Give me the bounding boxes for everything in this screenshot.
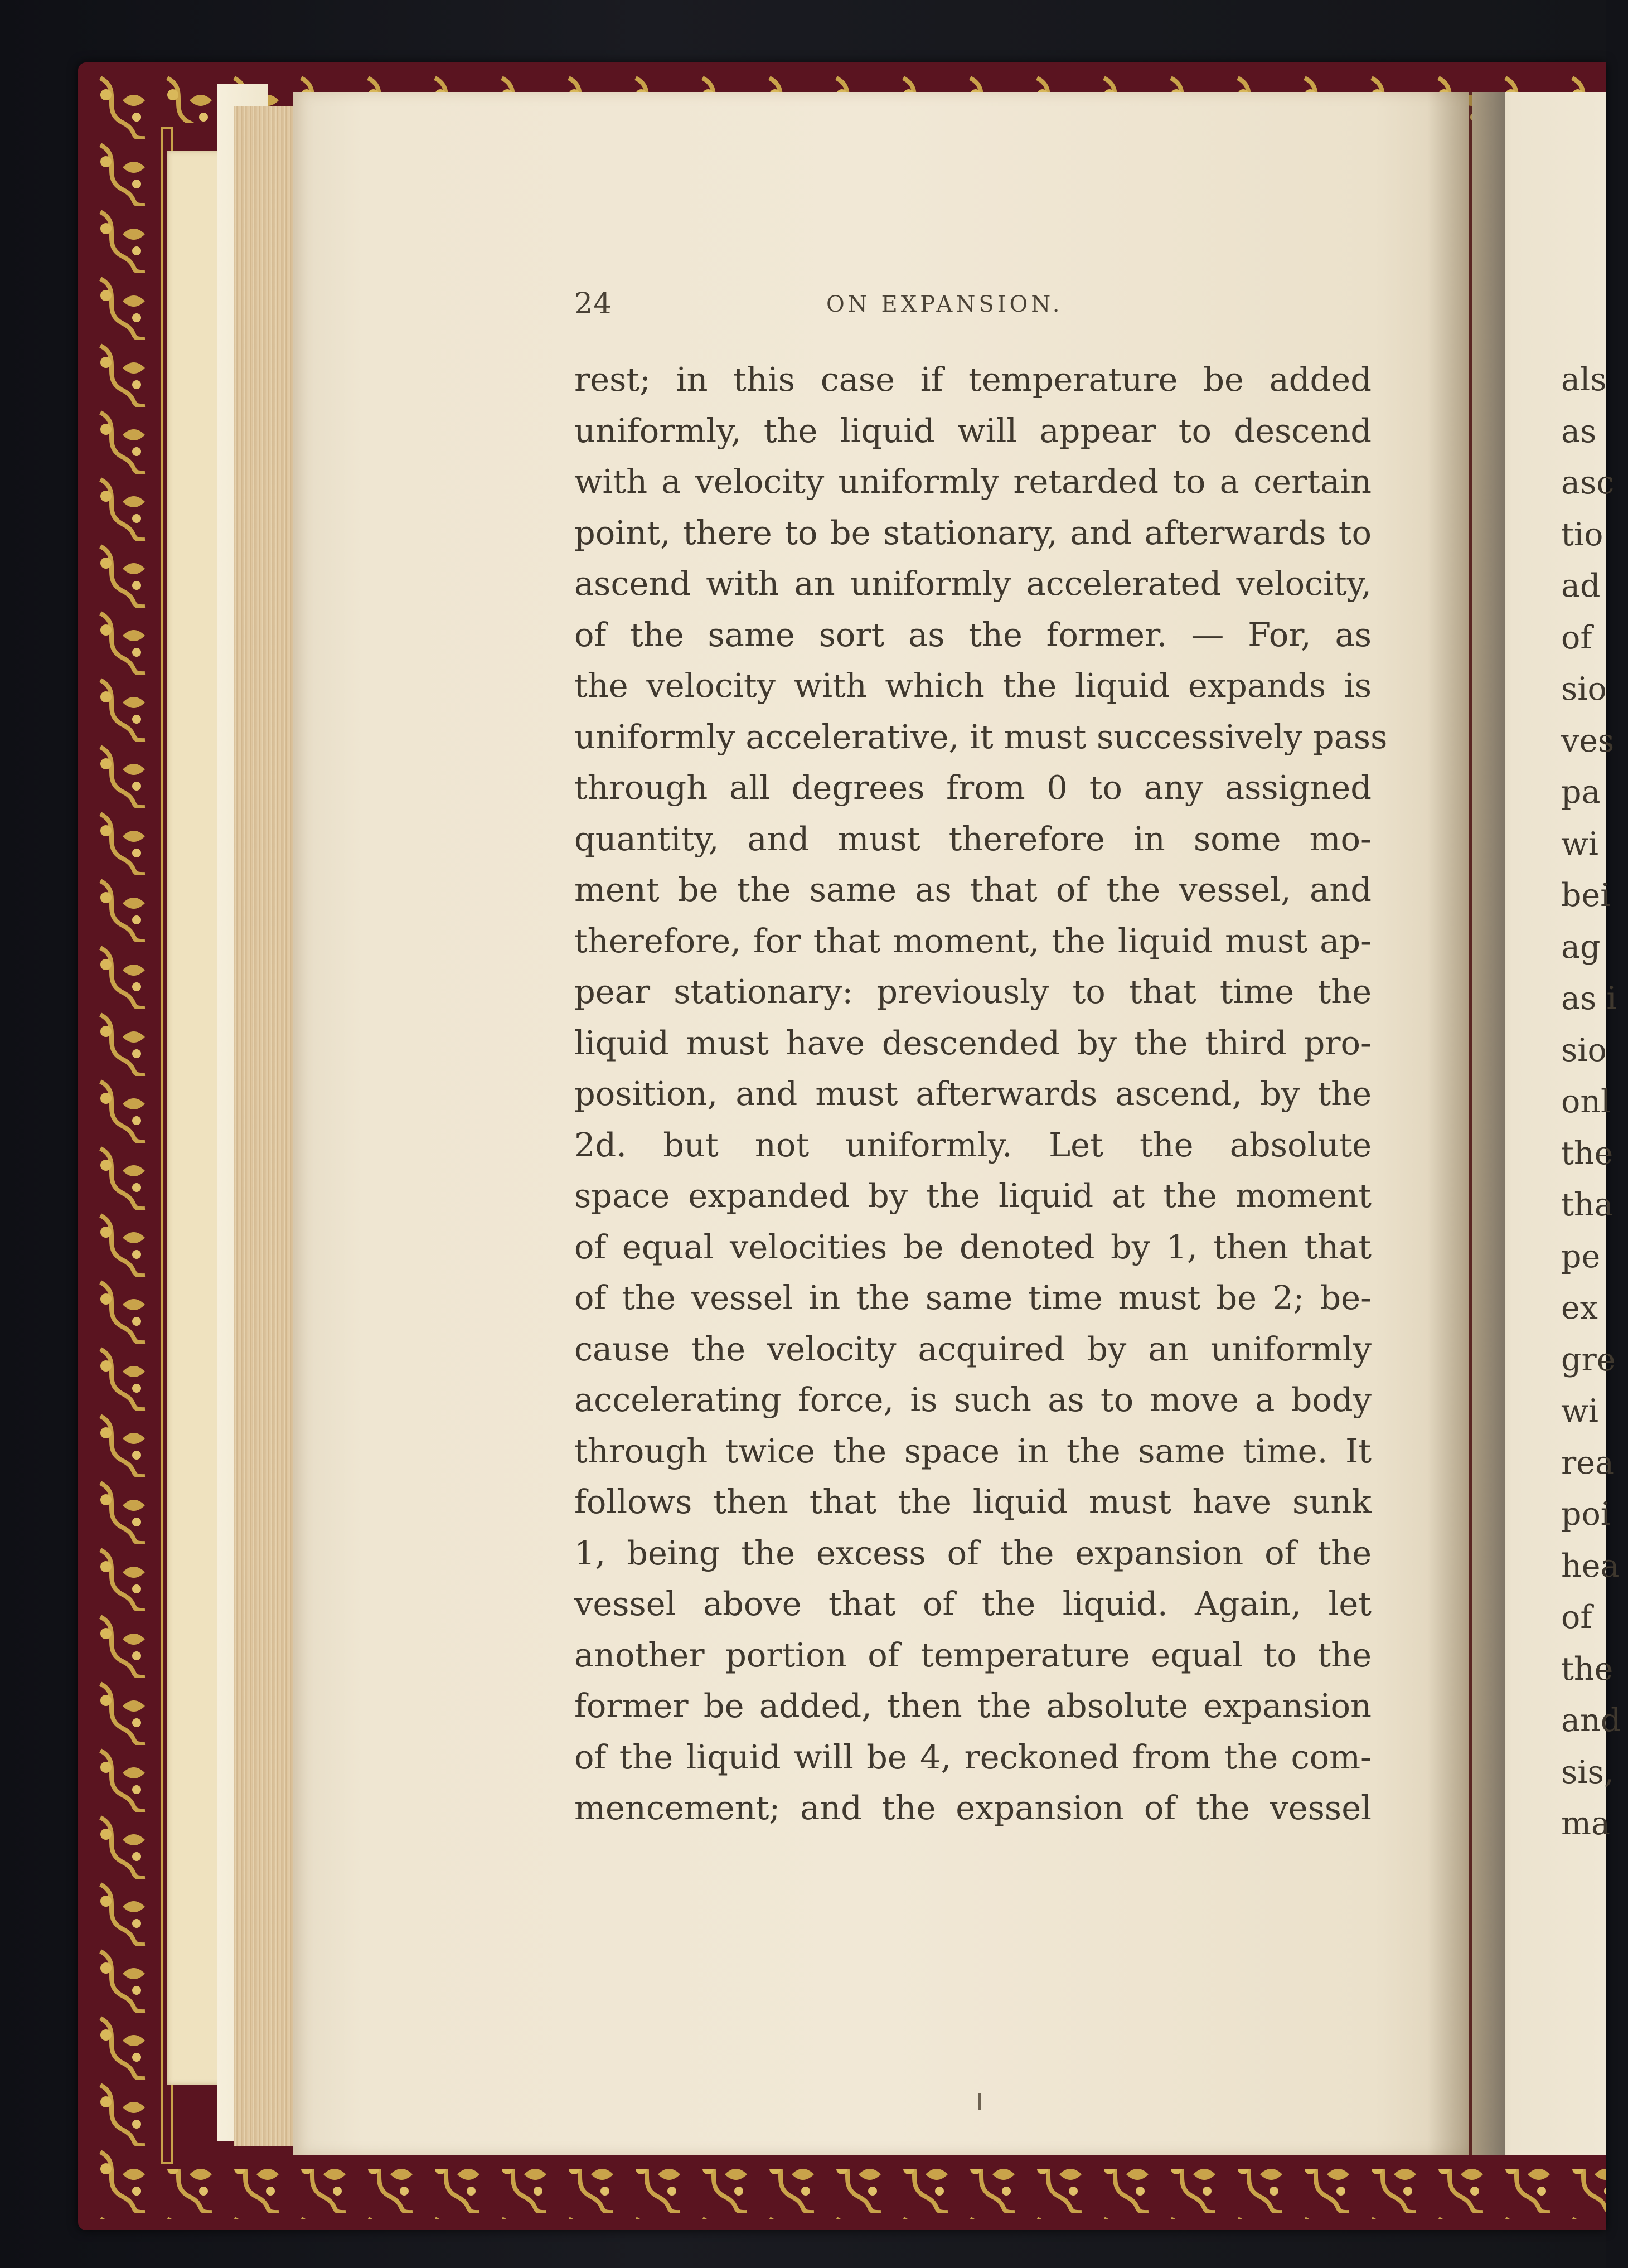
facing-text-line: tha bbox=[1561, 1186, 1614, 1223]
facing-text-line: hea bbox=[1561, 1547, 1620, 1584]
text-line: space expanded by the liquid at the moment bbox=[574, 1176, 1372, 1215]
text-line: follows then that the liquid must have sunk bbox=[574, 1482, 1372, 1521]
page-number: 24 bbox=[574, 287, 613, 321]
text-line: quantity, and must therefore in some mo- bbox=[574, 819, 1372, 858]
page-edges bbox=[234, 106, 295, 2146]
text-line: former be added, then the absolute expansion bbox=[574, 1687, 1372, 1725]
text-line: liquid must have descended by the third pro- bbox=[574, 1023, 1372, 1062]
facing-text-line: poi bbox=[1561, 1496, 1611, 1533]
text-line: rest; in this case if temperature be added bbox=[574, 360, 1372, 399]
facing-text-line: and bbox=[1561, 1702, 1621, 1739]
text-line: ascend with an uniformly accelerated velocity, bbox=[574, 564, 1372, 603]
text-line: vessel above that of the liquid. Again, let bbox=[574, 1584, 1372, 1623]
text-line: with a velocity uniformly retarded to a certain bbox=[574, 462, 1372, 501]
text-line: through twice the space in the same time. It bbox=[574, 1431, 1372, 1470]
facing-text-line: sio bbox=[1561, 671, 1607, 707]
text-line: point, there to be stationary, and afterwards to bbox=[574, 513, 1372, 552]
facing-text-line: ex bbox=[1561, 1290, 1598, 1326]
text-line: uniformly accelerative, it must successively pass bbox=[574, 717, 1388, 756]
gutter-shadow bbox=[1427, 92, 1505, 2155]
facing-text-line: as bbox=[1561, 413, 1597, 450]
facing-text-line: wi bbox=[1561, 1393, 1599, 1429]
facing-text-line: wi bbox=[1561, 825, 1599, 862]
text-line: pear stationary: previously to that time the bbox=[574, 972, 1372, 1011]
facing-page-text bbox=[1561, 354, 1628, 1850]
facing-text-line: of bbox=[1561, 1599, 1592, 1636]
facing-text-line: ad bbox=[1561, 568, 1601, 604]
text-line: mencement; and the expansion of the vessel bbox=[574, 1789, 1372, 1827]
text-line: therefore, for that moment, the liquid must ap- bbox=[574, 921, 1372, 960]
facing-text-line: ma bbox=[1561, 1805, 1611, 1842]
text-line: the velocity with which the liquid expands is bbox=[574, 666, 1372, 705]
running-head: ON EXPANSION. bbox=[826, 292, 1063, 317]
facing-text-line: rea bbox=[1561, 1444, 1614, 1481]
text-line: position, and must afterwards ascend, by the bbox=[574, 1074, 1372, 1113]
facing-text-line: pa bbox=[1561, 774, 1601, 811]
facing-text-line: the bbox=[1561, 1135, 1614, 1172]
facing-text-line: bei bbox=[1561, 877, 1611, 914]
stray-mark bbox=[978, 2093, 981, 2110]
facing-text-line: asc bbox=[1561, 464, 1615, 501]
facing-text-line: tio bbox=[1561, 516, 1603, 553]
text-line: ment be the same as that of the vessel, and bbox=[574, 870, 1372, 909]
text-line: uniformly, the liquid will appear to descend bbox=[574, 411, 1372, 450]
text-line: cause the velocity acquired by an uniformly bbox=[574, 1329, 1372, 1368]
text-line: of the same sort as the former. — For, as bbox=[574, 615, 1372, 654]
facing-text-line: ag bbox=[1561, 928, 1601, 966]
text-line: accelerating force, is such as to move a body bbox=[574, 1380, 1372, 1419]
text-line: 2d. but not uniformly. Let the absolute bbox=[574, 1125, 1372, 1164]
text-line: 1, being the excess of the expansion of the bbox=[574, 1533, 1372, 1572]
facing-text-line: gre bbox=[1561, 1341, 1616, 1378]
text-line: of the vessel in the same time must be 2; be- bbox=[574, 1278, 1372, 1317]
facing-text-line: sis, bbox=[1561, 1753, 1614, 1791]
facing-text-line: sio bbox=[1561, 1031, 1607, 1069]
page-header bbox=[574, 287, 1366, 332]
facing-text-line: as i bbox=[1561, 980, 1617, 1017]
text-line: of equal velocities be denoted by 1, then that bbox=[574, 1227, 1372, 1266]
facing-text-line: als bbox=[1561, 361, 1607, 398]
body-text bbox=[574, 354, 1388, 1834]
text-line: through all degrees from 0 to any assigned bbox=[574, 768, 1372, 807]
text-line: another portion of temperature equal to the bbox=[574, 1635, 1372, 1674]
facing-text-line: pe bbox=[1561, 1238, 1601, 1275]
facing-text-line: the bbox=[1561, 1650, 1614, 1688]
facing-text-line: of bbox=[1561, 619, 1592, 656]
text-line: of the liquid will be 4, reckoned from the com- bbox=[574, 1737, 1372, 1776]
facing-text-line: ves bbox=[1561, 722, 1615, 759]
facing-text-line: onl bbox=[1561, 1083, 1611, 1120]
